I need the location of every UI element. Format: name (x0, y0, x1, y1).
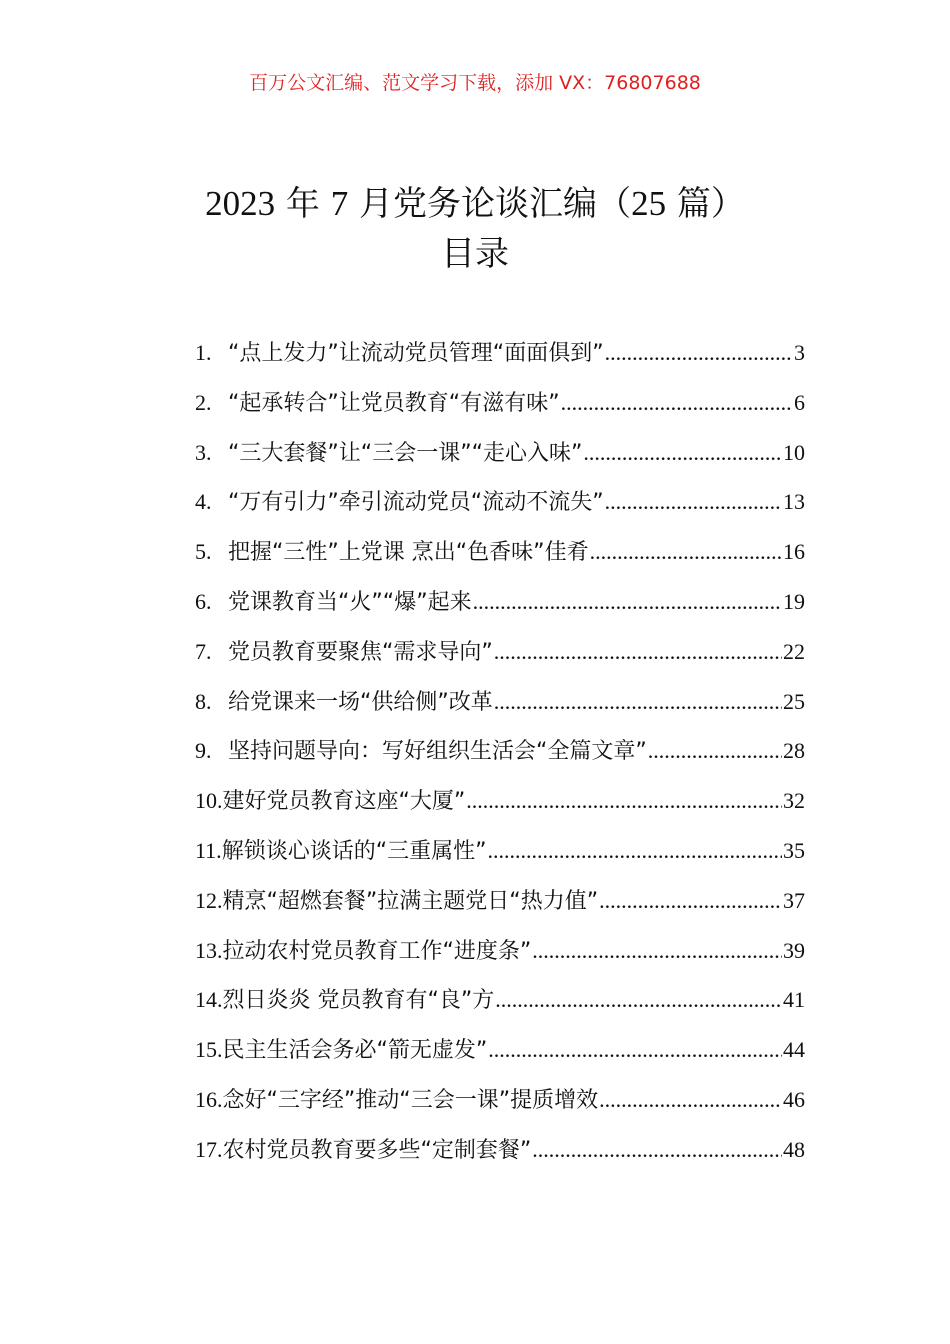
toc-entry-number: 10. (195, 788, 223, 814)
toc-entry[interactable] (195, 782, 805, 832)
toc-entry[interactable] (195, 1081, 805, 1131)
toc-entry-number: 11. (195, 837, 222, 863)
toc-leader-dots (473, 583, 782, 621)
toc-entry[interactable] (195, 732, 805, 782)
toc-entry-title: 农村党员教育要多些“定制套餐” (222, 1137, 532, 1163)
toc-entry-number: 3. (195, 439, 212, 465)
toc-entry[interactable] (195, 932, 805, 982)
document-title (0, 182, 950, 226)
toc-entry-title: 精烹“超燃套餐”拉满主题党日“热力值” (222, 888, 599, 914)
toc-entry-page: 41 (783, 987, 805, 1013)
toc-entry-page: 39 (783, 937, 805, 963)
toc-leader-dots (466, 782, 782, 820)
toc-entry-number: 7. (195, 638, 212, 664)
header-note: 百万公文汇编、范文学习下载，添加 VX：76807688 (249, 72, 701, 94)
toc-entry-number: 14. (195, 987, 223, 1013)
toc-entry-title: “点上发力”让流动党员管理“面面俱到” (228, 341, 604, 366)
toc-leader-dots (494, 683, 782, 721)
toc-entry-title: 拉动农村党员教育工作“进度条” (222, 938, 532, 964)
toc-entry-number: 17. (195, 1136, 223, 1162)
toc-entry-page: 16 (783, 539, 805, 565)
toc-leader-dots (605, 334, 793, 372)
toc-entry-number: 16. (195, 1086, 223, 1112)
toc-leader-dots (590, 533, 782, 571)
toc-entry-page: 48 (783, 1136, 805, 1162)
toc-leader-dots (488, 1031, 782, 1069)
toc-entry[interactable] (195, 334, 805, 384)
toc-entry-title: 给党课来一场“供给侧”改革 (228, 689, 493, 715)
toc-entry[interactable] (195, 483, 805, 533)
toc-entry-title: 坚持问题导向：写好组织生活会“全篇文章” (228, 739, 647, 765)
toc-leader-dots (599, 882, 782, 920)
title-count-suffix: 篇） (666, 184, 745, 224)
toc-entry-title: 党课教育当“火”“爆”起来 (228, 589, 472, 615)
toc-entry[interactable] (195, 882, 805, 932)
toc-entry[interactable] (195, 832, 805, 882)
toc-leader-dots (605, 483, 782, 521)
toc-entry-title: 念好“三字经”推动“三会一课”提质增效 (222, 1087, 599, 1113)
toc-entry[interactable] (195, 981, 805, 1031)
toc-entry[interactable] (195, 384, 805, 434)
toc-entry-number: 2. (195, 389, 212, 415)
toc-entry-page: 46 (783, 1086, 805, 1112)
toc-entry-title: 解锁谈心谈话的“三重属性” (221, 838, 487, 864)
toc-entry-number: 8. (195, 688, 212, 714)
toc-entry[interactable] (195, 583, 805, 633)
toc-entry-page: 6 (794, 389, 805, 415)
toc-leader-dots (583, 434, 782, 472)
toc-entry-number: 5. (195, 539, 212, 565)
toc-entry-page: 3 (794, 340, 805, 365)
toc-entry[interactable] (195, 533, 805, 583)
toc-entry-page: 19 (783, 588, 805, 614)
toc-entry-title: “起承转合”让党员教育“有滋有味” (228, 390, 560, 416)
toc-leader-dots (599, 1081, 782, 1119)
toc-entry-title: 民主生活会务必“箭无虚发” (222, 1038, 488, 1064)
toc-entry-title: “三大套餐”让“三会一课”“走心入味” (228, 440, 583, 466)
toc-entry[interactable] (195, 434, 805, 484)
title-year-suffix: 年 (275, 184, 331, 224)
toc-entry-number: 6. (195, 588, 212, 614)
toc-entry-title: “万有引力”牵引流动党员“流动不流失” (228, 490, 604, 516)
toc-leader-dots (487, 832, 782, 870)
toc-entry-number: 13. (195, 937, 223, 963)
toc-leader-dots (495, 981, 782, 1019)
toc-entry-page: 37 (783, 887, 805, 913)
toc-entry-title: 烈日炎炎 党员教育有“良”方 (222, 988, 495, 1014)
toc-entry-page: 35 (783, 837, 805, 863)
toc-entry-title: 建好党员教育这座“大厦” (222, 789, 466, 815)
toc-entry-number: 15. (195, 1037, 223, 1063)
toc-heading: 目录 (441, 234, 509, 274)
table-of-contents (195, 334, 805, 1181)
title-month-suffix: 月党务论谈汇编（ (348, 184, 632, 224)
toc-entry-title: 党员教育要聚焦“需求导向” (228, 639, 493, 665)
toc-entry[interactable] (195, 1031, 805, 1081)
toc-entry-number: 1. (195, 340, 212, 365)
toc-leader-dots (532, 932, 782, 970)
toc-entry[interactable] (195, 1131, 805, 1181)
toc-leader-dots (648, 732, 782, 770)
toc-entry-number: 4. (195, 489, 212, 515)
toc-entry-page: 32 (783, 788, 805, 814)
toc-entry-number: 9. (195, 738, 212, 764)
toc-entry-title: 把握“三性”上党课 烹出“色香味”佳肴 (228, 540, 589, 566)
title-month: 7 (330, 184, 349, 223)
toc-leader-dots (532, 1131, 782, 1169)
toc-entry[interactable] (195, 683, 805, 733)
toc-leader-dots (561, 384, 793, 422)
toc-entry-page: 44 (783, 1037, 805, 1063)
toc-entry-page: 28 (783, 738, 805, 764)
title-year: 2023 (205, 184, 276, 223)
toc-entry-page: 13 (783, 489, 805, 515)
toc-entry[interactable] (195, 633, 805, 683)
toc-entry-page: 25 (783, 688, 805, 714)
toc-entry-number: 12. (195, 887, 223, 913)
toc-entry-page: 22 (783, 638, 805, 664)
toc-leader-dots (494, 633, 782, 671)
title-count: 25 (631, 184, 667, 223)
toc-entry-page: 10 (783, 439, 805, 465)
